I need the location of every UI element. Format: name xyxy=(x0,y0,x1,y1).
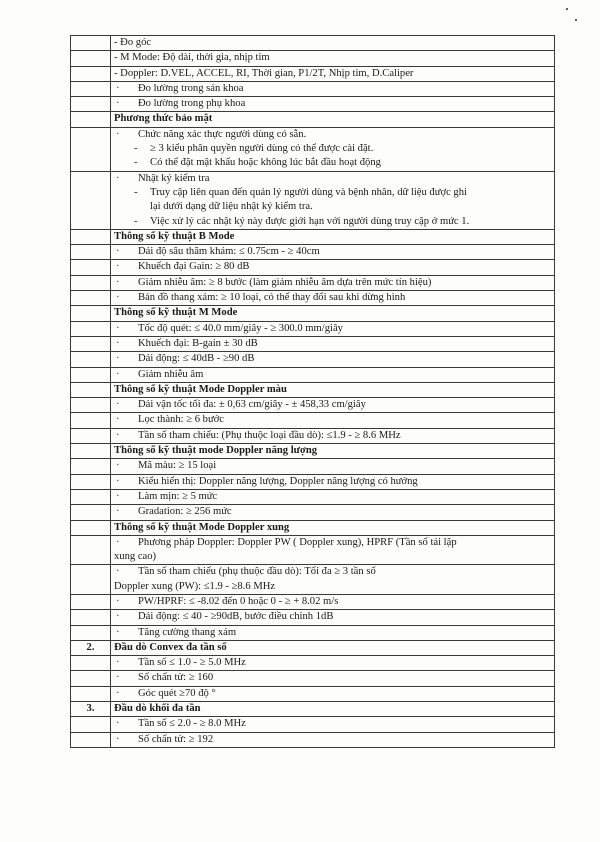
row-number xyxy=(71,291,111,306)
spec-item xyxy=(114,687,551,701)
section-heading: Thông số kỹ thuật M Mode xyxy=(114,307,238,319)
spec-item-continuation: xung cao) xyxy=(114,551,157,563)
spec-item xyxy=(114,490,551,504)
row-number xyxy=(71,306,111,321)
table-row xyxy=(71,36,555,51)
row-number: 2. xyxy=(71,640,111,655)
row-content xyxy=(111,382,555,397)
bullet-mark: · xyxy=(116,353,120,365)
table-row xyxy=(71,702,555,717)
row-content xyxy=(111,367,555,382)
security-subitem xyxy=(114,142,551,156)
section-heading: Phương thức bảo mật xyxy=(114,113,213,125)
bullet-mark: · xyxy=(116,490,120,502)
row-content xyxy=(111,610,555,625)
table-row xyxy=(71,656,555,671)
bullet-mark: · xyxy=(116,475,120,487)
row-number xyxy=(71,520,111,535)
security-lead xyxy=(114,128,551,142)
spec-item-text: Dải độ sâu thăm khám: ≤ 0.75cm - ≥ 40cm xyxy=(138,246,320,258)
spec-item-text: Góc quét ≥70 độ ° xyxy=(138,687,216,699)
table-row xyxy=(71,535,555,565)
spec-item-text: Tần số tham chiếu: (Phụ thuộc loại đầu dò): ≤1.9 - ≥ 8.6 MHz xyxy=(138,429,401,441)
spec-item-text: Giảm nhiễu âm xyxy=(138,368,204,380)
spec-item-text: Gradation: ≥ 256 mức xyxy=(138,506,232,518)
row-content xyxy=(111,275,555,290)
bullet-mark: · xyxy=(116,276,120,288)
row-number xyxy=(71,428,111,443)
table-row xyxy=(71,732,555,747)
bullet-mark: · xyxy=(116,460,120,472)
table-row xyxy=(71,321,555,336)
row-number xyxy=(71,717,111,732)
row-content xyxy=(111,489,555,504)
table-row xyxy=(71,171,555,229)
row-content xyxy=(111,535,555,565)
spec-item-text: Khuếch đại Gain: ≥ 80 dB xyxy=(138,261,250,273)
table-row xyxy=(71,428,555,443)
spec-item-text: Phương pháp Doppler: Doppler PW ( Doppler xung), HPRF (Tần số tái lặp xyxy=(138,536,457,548)
table-row xyxy=(71,565,555,595)
row-content xyxy=(111,336,555,351)
spec-item xyxy=(114,97,551,111)
table-row xyxy=(71,260,555,275)
table-row xyxy=(71,459,555,474)
spec-text: - Đo góc xyxy=(114,37,152,48)
row-number xyxy=(71,229,111,244)
row-content xyxy=(111,656,555,671)
row-number xyxy=(71,656,111,671)
row-content xyxy=(111,474,555,489)
bullet-mark: · xyxy=(116,687,120,699)
spec-item xyxy=(114,337,551,351)
row-number xyxy=(71,594,111,609)
bullet-mark: · xyxy=(116,672,120,684)
spec-text: - M Mode: Độ dài, thời gia, nhịp tim xyxy=(114,52,270,64)
spec-item xyxy=(114,245,551,259)
bullet-mark: · xyxy=(116,414,120,426)
spec-item xyxy=(114,398,551,412)
security-lead xyxy=(114,172,551,186)
spec-item xyxy=(114,536,551,550)
spec-item-text: Đo lường trong sản khoa xyxy=(138,82,244,94)
spec-item-text: Số chấn tử: ≥ 192 xyxy=(138,733,214,745)
table-row xyxy=(71,489,555,504)
row-content xyxy=(111,321,555,336)
table-row xyxy=(71,444,555,459)
row-number xyxy=(71,382,111,397)
row-content xyxy=(111,112,555,127)
bullet-mark: · xyxy=(116,82,120,94)
table-row xyxy=(71,686,555,701)
spec-item xyxy=(114,352,551,366)
spec-item-text: Bản đồ thang xám: ≥ 10 loại, có thể thay đổi sau khi dừng hình xyxy=(138,292,406,304)
spec-item xyxy=(114,656,551,670)
row-number xyxy=(71,686,111,701)
row-content xyxy=(111,81,555,96)
spec-item-continuation: Doppler xung (PW): ≤1.9 - ≥8.6 MHz xyxy=(114,580,276,592)
bullet-mark: · xyxy=(116,172,120,184)
spec-item-text: Số chấn tử: ≥ 160 xyxy=(138,672,214,684)
bullet-mark: · xyxy=(116,506,120,518)
spec-item-text: Lọc thành: ≥ 6 bước xyxy=(138,414,224,426)
table-row xyxy=(71,112,555,127)
row-content xyxy=(111,245,555,260)
security-lead-text: Chức năng xác thực người dùng có sẵn. xyxy=(138,128,307,140)
table-row xyxy=(71,306,555,321)
row-number xyxy=(71,671,111,686)
row-content xyxy=(111,625,555,640)
row-content xyxy=(111,398,555,413)
security-subitem-text: Có thể đặt mật khẩu hoặc không lúc bắt đầu hoạt động xyxy=(150,157,381,169)
spec-table xyxy=(70,35,555,748)
table-row xyxy=(71,474,555,489)
row-number xyxy=(71,36,111,51)
row-number xyxy=(71,171,111,229)
row-number xyxy=(71,474,111,489)
spec-item xyxy=(114,322,551,336)
row-content xyxy=(111,686,555,701)
row-content xyxy=(111,306,555,321)
spec-item-text: Dải động: ≤ 40 - ≥90dB, bước điều chỉnh 1dB xyxy=(138,611,334,623)
spec-item-text: Tần số ≤ 2.0 - ≥ 8.0 MHz xyxy=(138,718,246,730)
row-content xyxy=(111,260,555,275)
row-number xyxy=(71,398,111,413)
bullet-mark: · xyxy=(116,128,120,140)
row-content xyxy=(111,702,555,717)
security-subitem-text: Truy cập liên quan đến quản lý người dùng và bệnh nhân, dữ liệu được ghi xyxy=(150,186,467,198)
row-number xyxy=(71,260,111,275)
spec-item-text: Mã màu: ≥ 15 loại xyxy=(138,460,217,472)
table-row xyxy=(71,336,555,351)
row-content xyxy=(111,565,555,595)
row-number xyxy=(71,321,111,336)
table-row xyxy=(71,398,555,413)
row-number xyxy=(71,275,111,290)
section-heading: Đầu dò Convex đa tần số xyxy=(114,641,227,653)
row-number xyxy=(71,127,111,171)
section-heading: Thông số kỹ thuật mode Doppler năng lượng xyxy=(114,445,318,457)
row-number xyxy=(71,565,111,595)
table-row xyxy=(71,382,555,397)
row-content xyxy=(111,97,555,112)
table-row xyxy=(71,81,555,96)
spec-item-text: Khuếch đại: B-gain ± 30 dB xyxy=(138,337,258,349)
row-content xyxy=(111,352,555,367)
spec-item xyxy=(114,276,551,290)
spec-item-text: Tần số ≤ 1.0 - ≥ 5.0 MHz xyxy=(138,657,246,669)
spec-item xyxy=(114,459,551,473)
row-number xyxy=(71,245,111,260)
row-content xyxy=(111,671,555,686)
security-lead-text: Nhật ký kiểm tra xyxy=(138,172,210,184)
table-row xyxy=(71,352,555,367)
section-heading: Thông số kỹ thuật Mode Doppler xung xyxy=(114,521,290,533)
bullet-mark: · xyxy=(116,566,120,578)
bullet-mark: · xyxy=(116,337,120,349)
scan-speck xyxy=(575,19,577,21)
row-content xyxy=(111,717,555,732)
bullet-mark: · xyxy=(116,611,120,623)
row-number xyxy=(71,489,111,504)
row-content xyxy=(111,428,555,443)
table-row xyxy=(71,594,555,609)
table-row xyxy=(71,610,555,625)
spec-item xyxy=(114,291,551,305)
spec-item xyxy=(114,368,551,382)
table-row xyxy=(71,245,555,260)
spec-item xyxy=(114,429,551,443)
row-content xyxy=(111,36,555,51)
dash-mark: - xyxy=(134,186,138,198)
table-row xyxy=(71,97,555,112)
table-row xyxy=(71,367,555,382)
row-number xyxy=(71,444,111,459)
bullet-mark: · xyxy=(116,595,120,607)
row-content xyxy=(111,640,555,655)
row-content xyxy=(111,66,555,81)
row-number xyxy=(71,625,111,640)
row-number xyxy=(71,505,111,520)
table-row xyxy=(71,275,555,290)
bullet-mark: · xyxy=(116,261,120,273)
table-row xyxy=(71,717,555,732)
security-subitem xyxy=(114,186,551,200)
spec-item xyxy=(114,717,551,731)
bullet-mark: · xyxy=(116,429,120,441)
row-content xyxy=(111,413,555,428)
spec-item xyxy=(114,671,551,685)
spec-item-text: Làm mịn: ≥ 5 mức xyxy=(138,490,218,502)
section-heading: Thông số kỹ thuật Mode Doppler màu xyxy=(114,383,287,395)
spec-item-text: Kiểu hiển thị: Doppler năng lượng, Doppler năng lượng có hướng xyxy=(138,475,418,487)
spec-item xyxy=(114,733,551,747)
bullet-mark: · xyxy=(116,322,120,334)
row-number xyxy=(71,51,111,66)
spec-item-text: Đo lường trong phụ khoa xyxy=(138,98,246,110)
section-heading: Thông số kỹ thuật B Mode xyxy=(114,230,235,242)
bullet-mark: · xyxy=(116,718,120,730)
table-row xyxy=(71,625,555,640)
bullet-mark: · xyxy=(116,536,120,548)
spec-item-text: Tăng cường thang xám xyxy=(138,626,237,638)
row-number xyxy=(71,732,111,747)
spec-text: - Doppler: D.VEL, ACCEL, RI, Thời gian, P1/2T, Nhịp tim, D.Caliper xyxy=(114,67,414,79)
row-content xyxy=(111,505,555,520)
row-number xyxy=(71,97,111,112)
spec-item xyxy=(114,595,551,609)
row-content xyxy=(111,520,555,535)
row-number xyxy=(71,81,111,96)
security-subitem xyxy=(114,156,551,170)
security-subitem-continuation: lại dưới dạng dữ liệu nhật ký kiểm tra. xyxy=(150,201,313,213)
bullet-mark: · xyxy=(116,368,120,380)
table-row xyxy=(71,413,555,428)
spec-item xyxy=(114,505,551,519)
security-subitem xyxy=(114,215,551,229)
table-row xyxy=(71,229,555,244)
bullet-mark: · xyxy=(116,733,120,745)
row-number xyxy=(71,535,111,565)
spec-item xyxy=(114,610,551,624)
row-content xyxy=(111,291,555,306)
bullet-mark: · xyxy=(116,399,120,411)
row-number xyxy=(71,352,111,367)
section-heading: Đầu dò khối đa tần xyxy=(114,703,201,715)
spec-item-text: Tần số tham chiếu (phụ thuộc đầu dò): Tối đa ≥ 3 tần số xyxy=(138,566,376,578)
spec-item-text: Tốc độ quét: ≤ 40.0 mm/giây - ≥ 300.0 mm/giây xyxy=(138,322,343,334)
table-row xyxy=(71,505,555,520)
bullet-mark: · xyxy=(116,657,120,669)
row-content xyxy=(111,51,555,66)
table-row xyxy=(71,671,555,686)
security-subitem-text: ≥ 3 kiểu phân quyền người dùng có thể được cài đặt. xyxy=(150,143,374,155)
row-content xyxy=(111,444,555,459)
bullet-mark: · xyxy=(116,626,120,638)
table-row xyxy=(71,127,555,171)
row-number xyxy=(71,112,111,127)
dash-mark: - xyxy=(134,215,138,227)
spec-item-text: PW/HPRF: ≤ -8.02 đến 0 hoặc 0 - ≥ + 8.02 m/s xyxy=(138,595,339,607)
bullet-mark: · xyxy=(116,98,120,110)
table-row xyxy=(71,66,555,81)
row-number: 3. xyxy=(71,702,111,717)
spec-item-text: Dải động: ≤ 40dB - ≥90 dB xyxy=(138,353,255,365)
row-number xyxy=(71,66,111,81)
spec-item xyxy=(114,626,551,640)
bullet-mark: · xyxy=(116,246,120,258)
spec-item xyxy=(114,565,551,579)
row-content xyxy=(111,229,555,244)
row-content xyxy=(111,127,555,171)
table-row xyxy=(71,520,555,535)
spec-item-text: Giảm nhiễu âm: ≥ 8 bước (làm giảm nhiễu âm dựa trên mức tín hiệu) xyxy=(138,276,432,288)
row-number xyxy=(71,459,111,474)
spec-item-text: Dải vận tốc tối đa: ± 0,63 cm/giây - ± 458,33 cm/giây xyxy=(138,399,366,411)
row-number xyxy=(71,336,111,351)
row-content xyxy=(111,732,555,747)
row-content xyxy=(111,594,555,609)
spec-item xyxy=(114,475,551,489)
scan-speck xyxy=(566,8,568,10)
row-content xyxy=(111,171,555,229)
spec-table-body xyxy=(71,36,555,748)
table-row xyxy=(71,51,555,66)
spec-item xyxy=(114,260,551,274)
row-content xyxy=(111,459,555,474)
row-number xyxy=(71,610,111,625)
row-number xyxy=(71,413,111,428)
security-subitem-text: Việc xử lý các nhật ký này được giới hạn với người dùng truy cập ở mức 1. xyxy=(150,215,470,227)
spec-item xyxy=(114,413,551,427)
row-number xyxy=(71,367,111,382)
dash-mark: - xyxy=(134,143,138,155)
dash-mark: - xyxy=(134,157,138,169)
spec-item xyxy=(114,82,551,96)
table-row xyxy=(71,640,555,655)
bullet-mark: · xyxy=(116,292,120,304)
table-row xyxy=(71,291,555,306)
